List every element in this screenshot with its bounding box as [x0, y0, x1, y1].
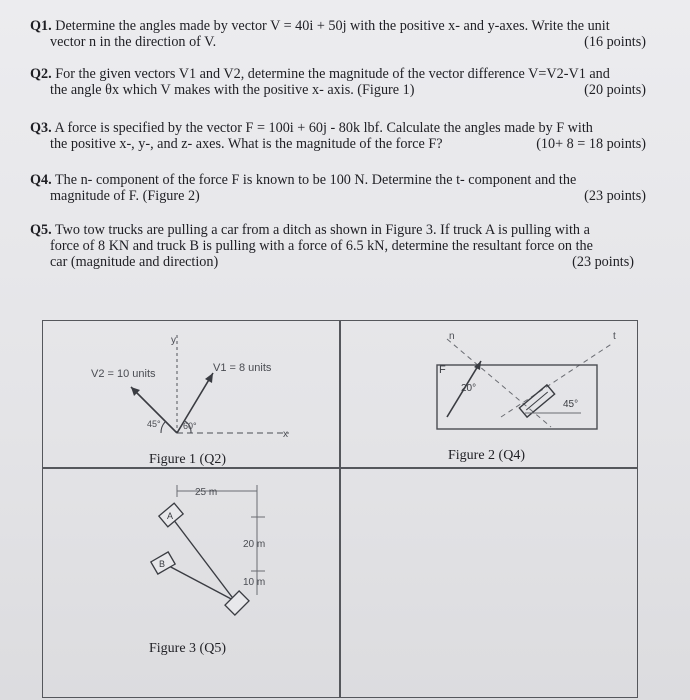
- angle-45-label: 45°: [563, 399, 579, 410]
- angle-left-label: 45°: [147, 419, 161, 429]
- arrowhead-v1: [205, 373, 213, 383]
- truck-b-label: B: [159, 559, 166, 569]
- figure-2-caption: Figure 2 (Q4): [448, 448, 525, 463]
- question-5: [30, 222, 634, 270]
- question-points: (23 points): [572, 254, 634, 270]
- rope-a: [173, 519, 235, 601]
- question-text: magnitude of F. (Figure 2): [50, 188, 200, 204]
- figure-table: [42, 320, 638, 698]
- y-axis-label: y: [171, 335, 176, 346]
- question-points: (20 points): [584, 82, 646, 98]
- figure-3-diagram: [43, 469, 339, 699]
- question-points: (16 points): [584, 34, 646, 50]
- question-3: [30, 120, 646, 152]
- dim-10m-label: 10 m: [243, 577, 266, 588]
- question-number: Q3.: [30, 120, 52, 136]
- question-points: (10+ 8 = 18 points): [536, 136, 646, 152]
- question-text: For the given vectors V1 and V2, determine the magnitude of the vector difference V=V2-V1 and: [55, 66, 610, 82]
- x-axis-label: x: [283, 429, 288, 440]
- n-axis-label: n: [449, 331, 455, 342]
- question-number: Q2.: [30, 66, 52, 82]
- figure-1-diagram: [43, 321, 339, 467]
- v1-label: V1 = 8 units: [213, 362, 272, 374]
- angle-20-label: 20°: [461, 383, 477, 394]
- dim-20m-label: 20 m: [243, 539, 266, 550]
- question-text: the positive x-, y-, and z- axes. What is the magnitude of the force F?: [50, 136, 443, 152]
- question-4: [30, 172, 646, 204]
- question-number: Q1.: [30, 18, 52, 34]
- v2-label: V2 = 10 units: [91, 368, 156, 380]
- figure-2-diagram: [341, 321, 637, 467]
- figure-1-caption: Figure 1 (Q2): [149, 452, 226, 467]
- ditch-outline: [437, 365, 597, 429]
- angle-arc-45: [161, 422, 165, 433]
- question-text: car (magnitude and direction): [50, 254, 219, 270]
- question-text: vector n in the direction of V.: [50, 34, 217, 50]
- question-text: The n- component of the force F is known to be 100 N. Determine the t- component and the: [54, 172, 577, 188]
- question-text: Two tow trucks are pulling a car from a ditch as shown in Figure 3. If truck A is pulling with a: [54, 222, 590, 238]
- question-2: [30, 66, 646, 98]
- t-axis: [501, 343, 613, 417]
- force-label: F: [439, 364, 446, 376]
- figure-3-caption: Figure 3 (Q5): [149, 641, 226, 656]
- car: [225, 591, 249, 615]
- question-number: Q5.: [30, 222, 52, 238]
- question-text: force of 8 KN and truck B is pulling with a force of 6.5 kN, determine the resultant force on the: [50, 238, 593, 254]
- rope-b: [167, 565, 235, 601]
- angle-right-label: 60°: [183, 421, 197, 431]
- question-points: (23 points): [584, 188, 646, 204]
- truck-a-label: A: [167, 511, 174, 521]
- question-text: the angle θx which V makes with the positive x- axis. (Figure 1): [50, 82, 415, 98]
- question-text: Determine the angles made by vector V = 40i + 50j with the positive x- and y-axes. Write the unit: [55, 18, 610, 34]
- question-text: A force is specified by the vector F = 100i + 60j - 80k lbf. Calculate the angles made by F with: [54, 120, 593, 136]
- question-1: [30, 18, 646, 50]
- dim-25m-label: 25 m: [195, 487, 218, 498]
- question-number: Q4.: [30, 172, 52, 188]
- t-axis-label: t: [613, 331, 616, 342]
